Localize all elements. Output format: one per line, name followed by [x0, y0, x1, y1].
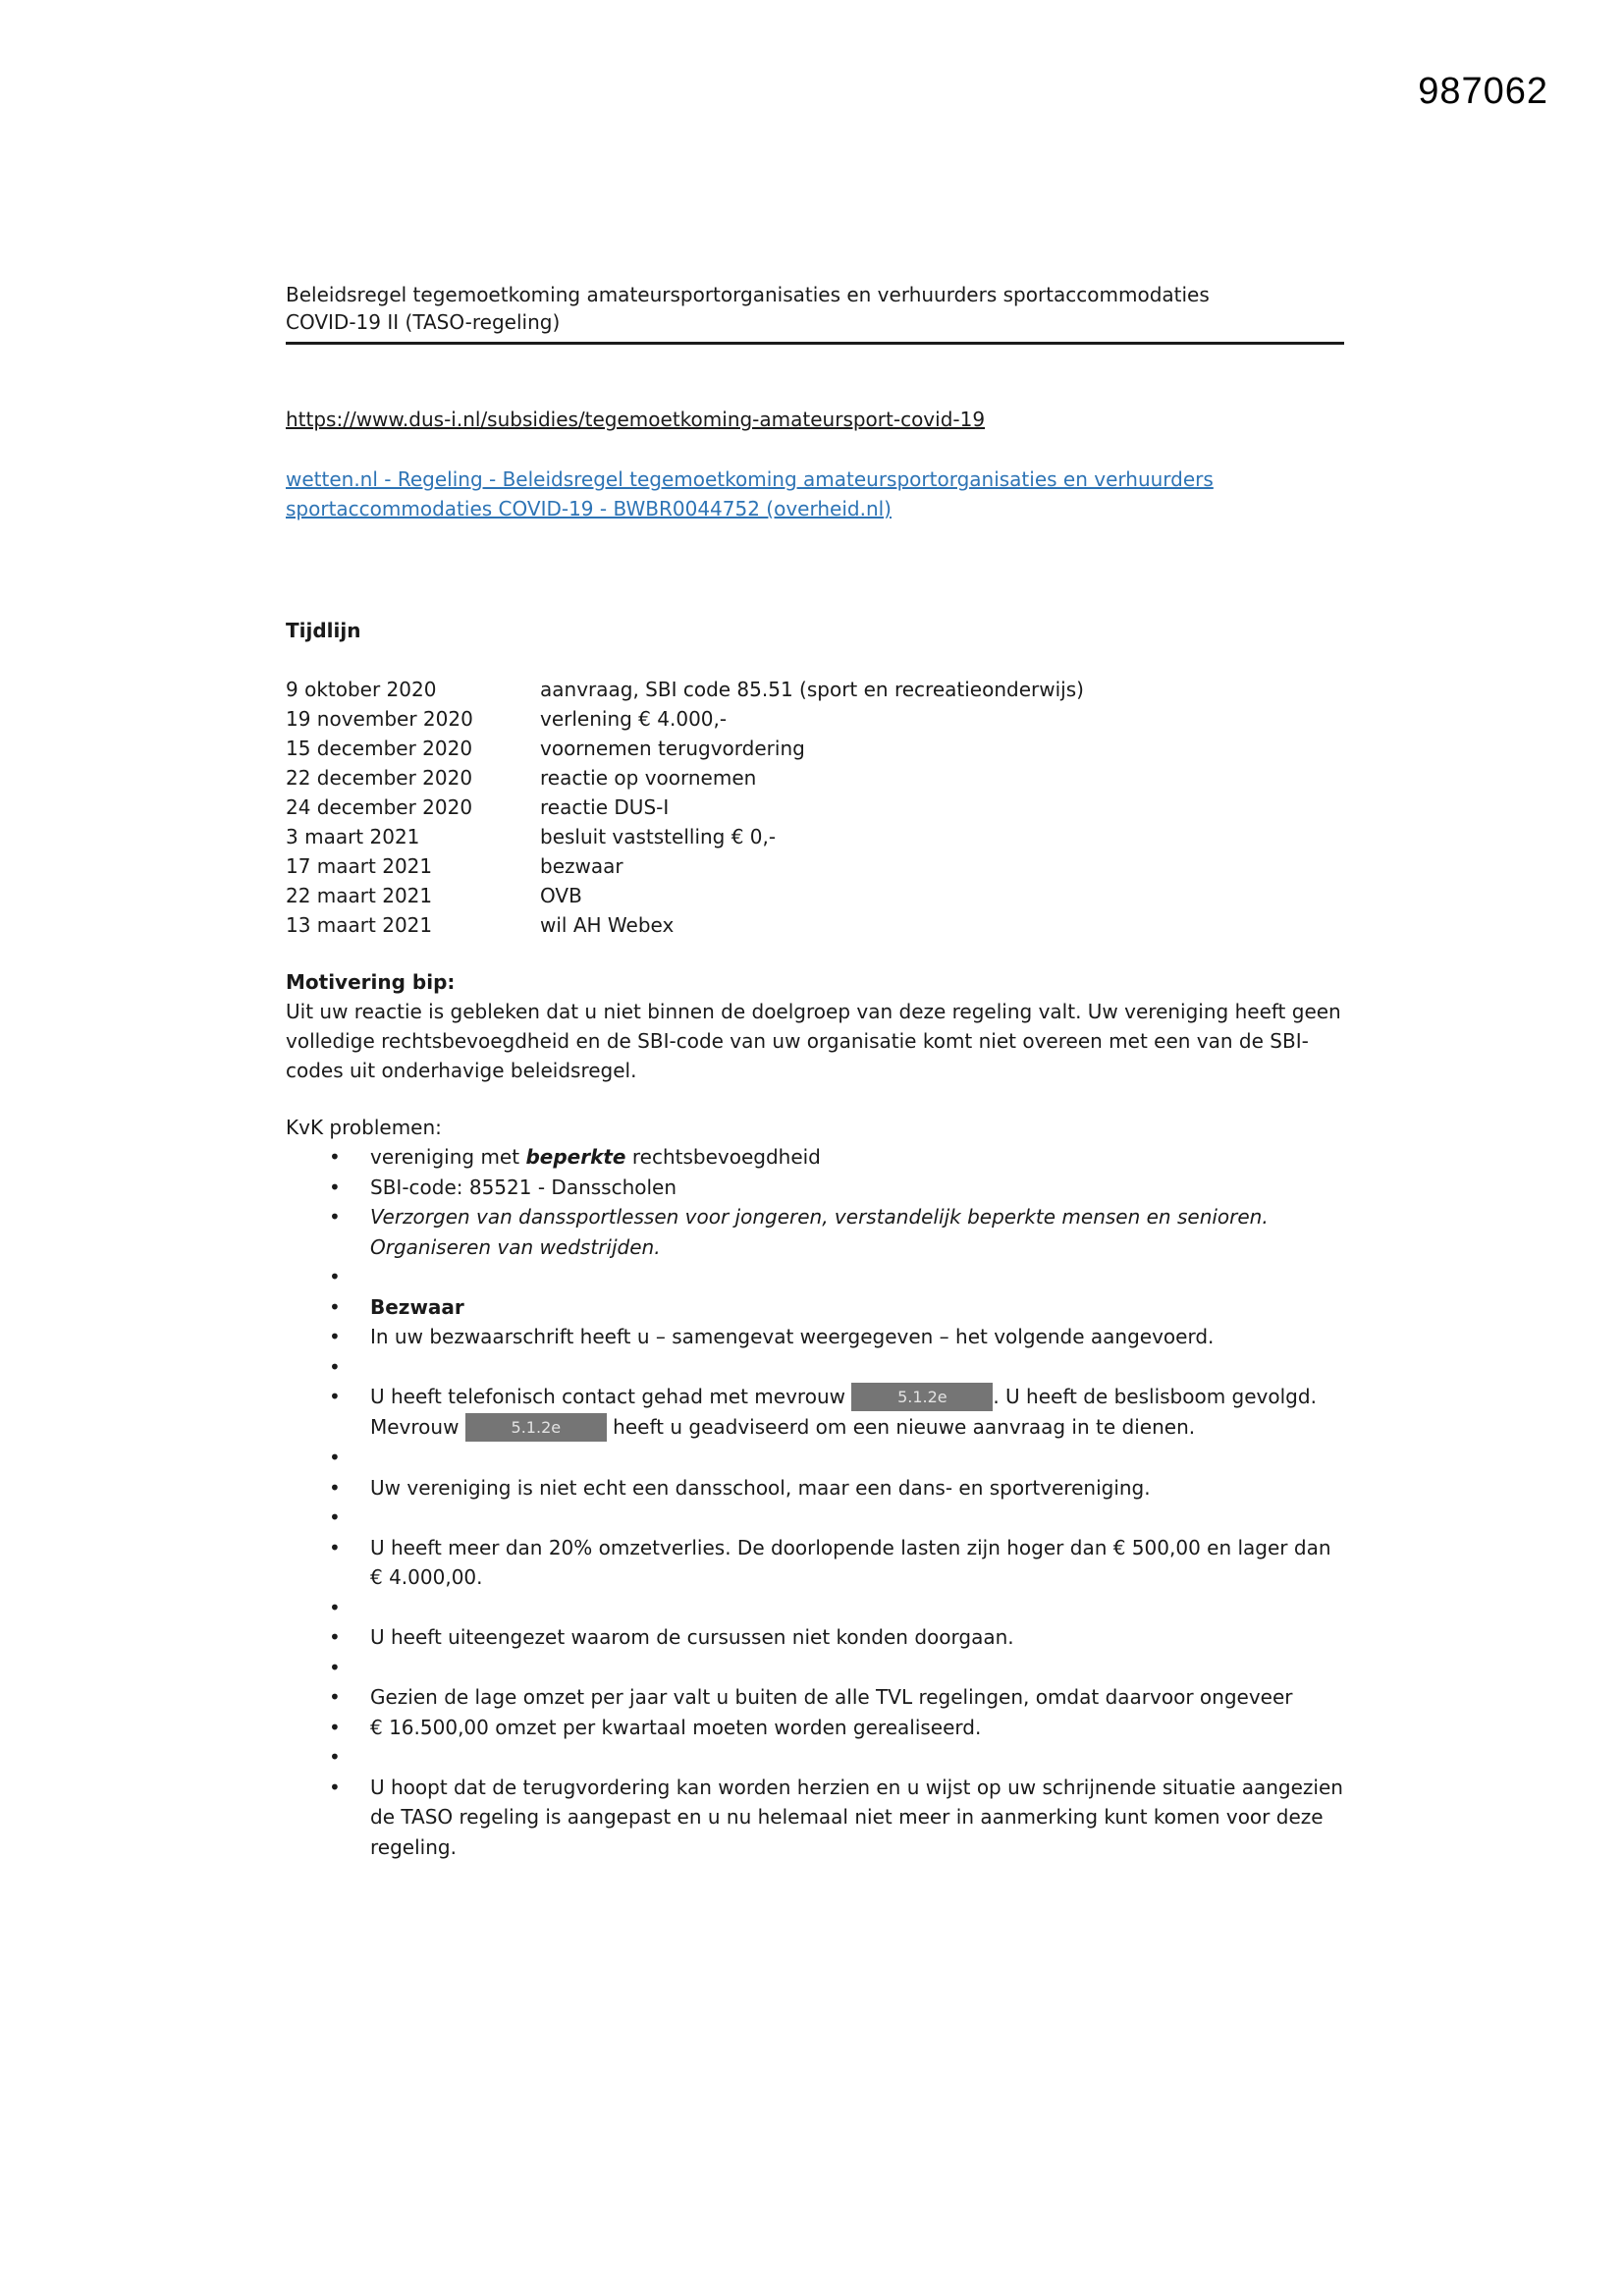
bullet-item — [286, 1292, 1344, 1323]
bullet-text-segment: vereniging met — [370, 1145, 526, 1169]
timeline-row — [286, 822, 1344, 851]
bullet-text-segment: Gezien de lage omzet per jaar valt u buiten de alle TVL regelingen, omdat daarvoor ongeveer — [370, 1685, 1293, 1709]
timeline-date: 24 december 2020 — [286, 795, 473, 819]
bullet-item-empty — [286, 1352, 1344, 1383]
timeline-event: OVB — [540, 884, 582, 907]
kvk-bullet-list — [286, 1142, 1344, 1862]
bullet-item — [286, 1773, 1344, 1863]
bullet-item — [286, 1622, 1344, 1653]
timeline-date: 22 maart 2021 — [286, 884, 433, 907]
bullet-item-empty — [286, 1503, 1344, 1533]
bullet-item — [286, 1682, 1344, 1713]
timeline-heading: Tijdlijn — [286, 619, 361, 642]
bullet-text-segment: In uw bezwaarschrift heeft u – samengevat weergegeven – het volgende aangevoerd. — [370, 1325, 1215, 1348]
timeline-row — [286, 910, 1344, 940]
bullet-item — [286, 1142, 1344, 1173]
bullet-item-empty — [286, 1653, 1344, 1683]
timeline-date: 3 maart 2021 — [286, 825, 420, 848]
bullet-text-segment: U hoopt dat de terugvordering kan worden herzien en u wijst op uw schrijnende situatie aangezien de TASO regeling is aangepast en u nu helemaal niet meer in aanmerking kunt komen voor deze regeling. — [370, 1775, 1343, 1859]
bullet-text-segment: Verzorgen van danssportlessen voor jongeren, verstandelijk beperkte mensen en senioren. Organiseren van wedstrijden. — [370, 1205, 1269, 1259]
motivering-heading: Motivering bip: — [286, 970, 456, 994]
redaction-box: 5.1.2e — [851, 1383, 993, 1411]
timeline-row — [286, 793, 1344, 822]
kvk-heading: KvK problemen: — [286, 1116, 442, 1139]
timeline-event: voornemen terugvordering — [540, 737, 805, 760]
bullet-text-segment: beperkte — [525, 1145, 626, 1169]
document-title-line2: COVID-19 II (TASO-regeling) — [286, 310, 561, 334]
bullet-item — [286, 1473, 1344, 1503]
bullet-text-segment: . U heeft de beslisboom gevolgd. Mevrouw — [370, 1385, 1317, 1439]
bullet-text-segment: rechtsbevoegdheid — [625, 1145, 821, 1169]
timeline-row — [286, 704, 1344, 734]
timeline-event: verlening € 4.000,- — [540, 707, 728, 731]
bullet-text-segment: heeft u geadviseerd om een nieuwe aanvraag in te dienen. — [606, 1415, 1196, 1439]
timeline-row — [286, 734, 1344, 763]
timeline-date: 22 december 2020 — [286, 766, 473, 790]
bullet-text-segment: SBI-code: 85521 - Dansscholen — [370, 1175, 677, 1199]
bullet-text-segment: Bezwaar — [370, 1294, 464, 1319]
document-title-line1: Beleidsregel tegemoetkoming amateursportorganisaties en verhuurders sportaccommodaties — [286, 283, 1210, 306]
bullet-item — [286, 1533, 1344, 1593]
timeline-event: reactie DUS-I — [540, 795, 670, 819]
redaction-box: 5.1.2e — [465, 1413, 607, 1442]
bullet-item-empty — [286, 1262, 1344, 1292]
timeline-row — [286, 763, 1344, 793]
bullet-item — [286, 1713, 1344, 1743]
timeline-event: reactie op voornemen — [540, 766, 757, 790]
bullet-item-empty — [286, 1742, 1344, 1773]
bullet-text-segment: € 16.500,00 omzet per kwartaal moeten worden gerealiseerd. — [370, 1715, 982, 1739]
timeline-row — [286, 881, 1344, 910]
timeline-event: aanvraag, SBI code 85.51 (sport en recreatieonderwijs) — [540, 678, 1084, 701]
timeline-date: 15 december 2020 — [286, 737, 473, 760]
bullet-item — [286, 1202, 1344, 1262]
timeline-row — [286, 675, 1344, 704]
document-number: 987062 — [1418, 71, 1548, 112]
bullet-text-segment: U heeft telefonisch contact gehad met mevrouw — [370, 1385, 852, 1408]
bullet-item-empty — [286, 1443, 1344, 1473]
document-title — [286, 281, 1344, 345]
wetten-nl-link[interactable]: wetten.nl - Regeling - Beleidsregel tegemoetkoming amateursportorganisaties en verhuurders sportaccommodaties COVID-19 - BWBR0044752 (overheid.nl) — [286, 467, 1214, 520]
dus-i-url-link[interactable]: https://www.dus-i.nl/subsidies/tegemoetkoming-amateursport-covid-19 — [286, 408, 986, 431]
timeline-event: wil AH Webex — [540, 913, 675, 937]
timeline-event: besluit vaststelling € 0,- — [540, 825, 777, 848]
timeline-date: 19 november 2020 — [286, 707, 473, 731]
bullet-item — [286, 1322, 1344, 1352]
motivering-body: Uit uw reactie is gebleken dat u niet binnen de doelgroep van deze regeling valt. Uw vereniging heeft geen volledige rechtsbevoegdheid en de SBI-code van uw organisatie komt niet overeen met een van de SBI-codes uit onderhavige beleidsregel. — [286, 1000, 1341, 1082]
bullet-item — [286, 1173, 1344, 1203]
bullet-item-empty — [286, 1593, 1344, 1623]
bullet-item — [286, 1382, 1344, 1443]
timeline-row — [286, 851, 1344, 881]
timeline-event: bezwaar — [540, 854, 623, 878]
timeline-date: 17 maart 2021 — [286, 854, 433, 878]
timeline-table — [286, 675, 1344, 940]
bullet-text-segment: Uw vereniging is niet echt een dansschool, maar een dans- en sportvereniging. — [370, 1475, 1151, 1500]
bullet-text-segment: U heeft meer dan 20% omzetverlies. De doorlopende lasten zijn hoger dan € 500,00 en lager dan € 4.000,00. — [370, 1535, 1331, 1589]
bullet-text-segment: U heeft uiteengezet waarom de cursussen niet konden doorgaan. — [370, 1625, 1014, 1649]
timeline-date: 9 oktober 2020 — [286, 678, 437, 701]
timeline-date: 13 maart 2021 — [286, 913, 433, 937]
